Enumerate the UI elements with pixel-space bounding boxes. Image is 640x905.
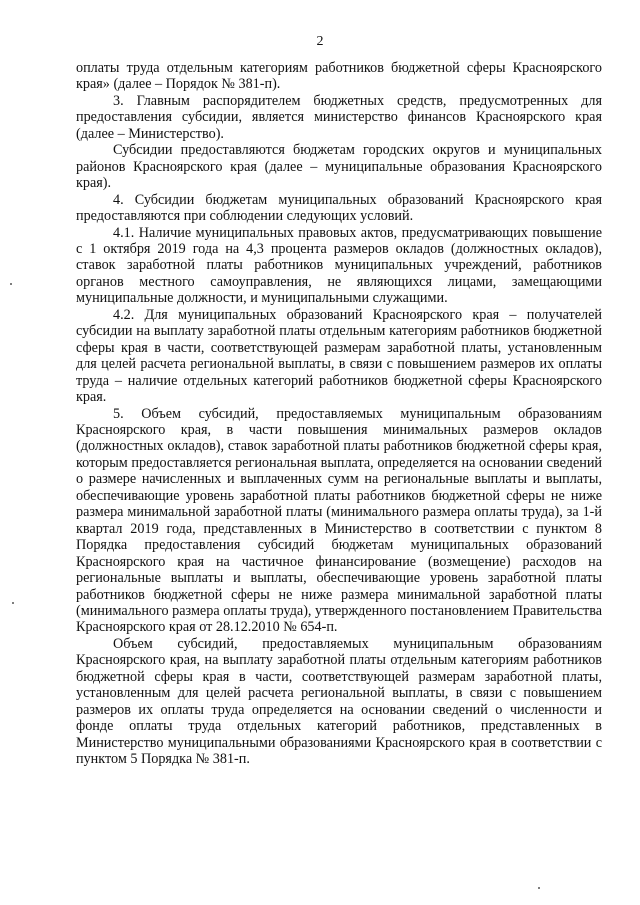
paragraph-3: 3. Главным распорядителем бюджетных средств, предусмотренных для предоставления субсидии, является министерство финансов Красноярского края (далее – Министерство). [76, 92, 602, 142]
paragraph-4: 4. Субсидии бюджетам муниципальных образований Красноярского края предоставляются при соблюдении следующих условий. [76, 191, 602, 225]
scan-speck [12, 602, 14, 604]
page-number: 2 [316, 34, 324, 49]
paragraph-continuation: оплаты труда отдельным категориям работников бюджетной сферы Красноярского края» (далее – Порядок № 381-п). [76, 60, 602, 93]
paragraph-4-2: 4.2. Для муниципальных образований Красноярского края – получателей субсидии на выплату заработной платы отдельным категориям работников бюджетной сферы края в части, соответствующей размерам заработной платы, установленным для целей расчета региональной выплаты, в связи с повышением размеров их оплаты труда – наличие отдельных категорий работников бюджетной сферы Красноярского края. [76, 306, 602, 406]
paragraph-subsidies: Субсидии предоставляются бюджетам городских округов и муниципальных районов Красноярского края (далее – муниципальные образования Красноярского края). [76, 142, 602, 192]
scan-speck [538, 887, 540, 889]
paragraph-5: 5. Объем субсидий, предоставляемых муниципальным образованиям Красноярского края, в части повышения минимальных размеров окладов (должностных окладов), ставок заработной платы работников бюджетной сферы края, которым предоставляется региональная выплата, определяется на основании сведений о размере начисленных и выплаченных сумм на региональные выплаты и выплаты, обеспечивающие уровень заработной платы работников бюджетной сферы не ниже размера минимальной заработной платы (минимального размера оплаты труда), за 1-й квартал 2019 года, представленных в Министерство в соответствии с пунктом 8 Порядка предоставления субсидий бюджетам муниципальных образований Красноярского края на частичное финансирование (возмещение) расходов на региональные выплаты и выплаты, обеспечивающие уровень заработной платы работников бюджетной сферы не ниже размера минимальной заработной платы (минимального размера оплаты труда), утвержденного постановлением Правительства Красноярского края от 28.12.2010 № 654-п. [76, 405, 602, 636]
paragraph-4-1: 4.1. Наличие муниципальных правовых актов, предусматривающих повышение с 1 октября 2019 года на 4,3 процента размеров окладов (должностных окладов), ставок заработной платы работников муниципальных учреждений, работников органов местного самоуправления, не являющихся лицами, замещающими муниципальные должности, и муниципальными служащими. [76, 224, 602, 307]
paragraph-volume: Объем субсидий, предоставляемых муниципальным образованиям Красноярского края, на выплату заработной платы отдельным категориям работников бюджетной сферы края в части, соответствующей размерам заработной платы, установленным для целей расчета региональной выплаты, в связи с повышением размеров их оплаты труда определяется на основании сведений о численности и фонде оплаты труда отдельных категорий работников, представленных в Министерство муниципальными образованиями Красноярского края в соответствии с пунктом 5 Порядка № 381-п. [76, 635, 602, 768]
document-body [76, 60, 602, 767]
scan-speck [10, 283, 12, 285]
